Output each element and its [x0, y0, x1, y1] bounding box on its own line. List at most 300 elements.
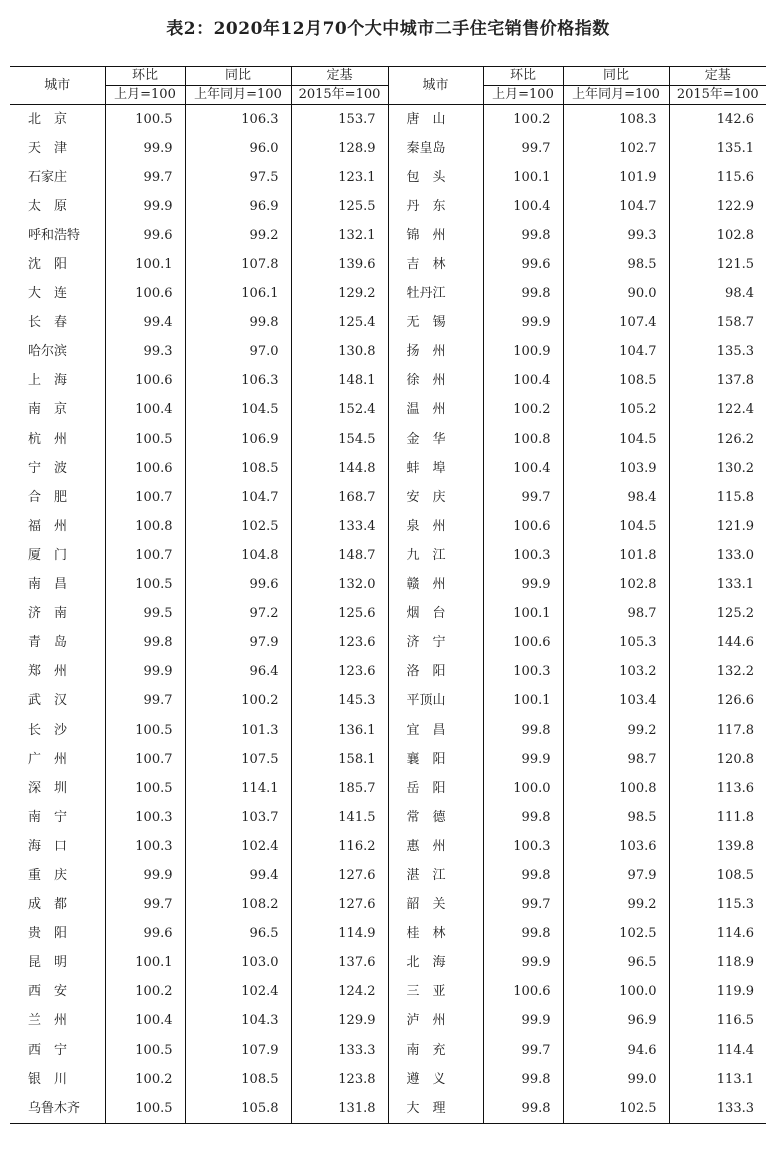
fixed-cell-right: 117.8 [669, 716, 766, 745]
city-cell-right: 南 充 [388, 1036, 483, 1065]
table-row [10, 774, 766, 803]
table-row [10, 1007, 766, 1036]
fixed-cell-right: 121.9 [669, 512, 766, 541]
fixed-cell-left: 132.0 [291, 571, 388, 600]
mom-cell-right: 100.9 [483, 338, 563, 367]
city-cell-right: 泉 州 [388, 512, 483, 541]
fixed-cell-left: 137.6 [291, 949, 388, 978]
mom-cell-left: 99.7 [105, 891, 185, 920]
mom-cell-left: 99.8 [105, 629, 185, 658]
yoy-cell-left: 107.9 [185, 1036, 291, 1065]
mom-cell-right: 99.8 [483, 861, 563, 890]
fixed-cell-right: 115.6 [669, 163, 766, 192]
fixed-cell-right: 139.8 [669, 832, 766, 861]
yoy-cell-right: 98.7 [563, 745, 669, 774]
fixed-cell-left: 139.6 [291, 250, 388, 279]
city-cell-left: 南 宁 [28, 809, 68, 825]
city-cell-left: 昆 明 [28, 955, 68, 971]
yoy-cell-left: 99.8 [185, 309, 291, 338]
table-row [10, 687, 766, 716]
city-cell-right: 唐 山 [388, 105, 483, 135]
table-row [10, 716, 766, 745]
yoy-cell-left: 104.7 [185, 483, 291, 512]
yoy-cell-left: 103.0 [185, 949, 291, 978]
fixed-cell-left: 116.2 [291, 832, 388, 861]
fixed-cell-left: 130.8 [291, 338, 388, 367]
table-body [10, 105, 766, 1124]
city-cell-right: 包 头 [388, 163, 483, 192]
yoy-cell-right: 99.3 [563, 221, 669, 250]
mom-cell-right: 99.7 [483, 483, 563, 512]
fixed-cell-right: 114.4 [669, 1036, 766, 1065]
fixed-cell-right: 111.8 [669, 803, 766, 832]
fixed-cell-left: 131.8 [291, 1094, 388, 1124]
table-row [10, 949, 766, 978]
yoy-cell-right: 107.4 [563, 309, 669, 338]
table-row [10, 163, 766, 192]
city-cell-left: 合 肥 [28, 489, 68, 505]
mom-cell-left: 100.7 [105, 745, 185, 774]
mom-cell-right: 100.2 [483, 105, 563, 135]
table-row [10, 1036, 766, 1065]
fixed-cell-left: 152.4 [291, 396, 388, 425]
fixed-cell-right: 113.6 [669, 774, 766, 803]
fixed-cell-right: 115.3 [669, 891, 766, 920]
mom-cell-right: 99.9 [483, 571, 563, 600]
fixed-cell-left: 144.8 [291, 454, 388, 483]
fixed-cell-left: 129.2 [291, 280, 388, 309]
city-cell-right: 大 理 [388, 1094, 483, 1124]
fixed-cell-right: 126.2 [669, 425, 766, 454]
city-cell-right: 宜 昌 [388, 716, 483, 745]
header-fixed-base-right: 2015年=100 [669, 86, 766, 105]
fixed-cell-left: 148.1 [291, 367, 388, 396]
city-cell-right: 蚌 埠 [388, 454, 483, 483]
city-cell-right: 牡丹江 [388, 280, 483, 309]
fixed-cell-left: 185.7 [291, 774, 388, 803]
mom-cell-left: 100.7 [105, 541, 185, 570]
yoy-cell-right: 103.9 [563, 454, 669, 483]
yoy-cell-left: 114.1 [185, 774, 291, 803]
city-cell-left: 北 京 [28, 111, 68, 127]
fixed-cell-left: 158.1 [291, 745, 388, 774]
table-row [10, 280, 766, 309]
fixed-cell-left: 132.1 [291, 221, 388, 250]
yoy-cell-left: 97.2 [185, 600, 291, 629]
city-cell-left: 上 海 [28, 373, 68, 389]
fixed-cell-right: 119.9 [669, 978, 766, 1007]
fixed-cell-right: 115.8 [669, 483, 766, 512]
city-cell-right: 桂 林 [388, 920, 483, 949]
city-cell-right: 遵 义 [388, 1065, 483, 1094]
fixed-cell-right: 132.2 [669, 658, 766, 687]
yoy-cell-left: 106.1 [185, 280, 291, 309]
mom-cell-right: 99.9 [483, 1007, 563, 1036]
yoy-cell-left: 96.4 [185, 658, 291, 687]
mom-cell-right: 100.0 [483, 774, 563, 803]
fixed-cell-right: 121.5 [669, 250, 766, 279]
yoy-cell-left: 96.9 [185, 192, 291, 221]
city-cell-right: 岳 阳 [388, 774, 483, 803]
mom-cell-left: 100.1 [105, 250, 185, 279]
fixed-cell-left: 124.2 [291, 978, 388, 1007]
table-row [10, 512, 766, 541]
city-cell-left: 青 岛 [28, 635, 68, 651]
yoy-cell-left: 105.8 [185, 1094, 291, 1124]
yoy-cell-left: 100.2 [185, 687, 291, 716]
yoy-cell-right: 102.7 [563, 134, 669, 163]
yoy-cell-right: 90.0 [563, 280, 669, 309]
mom-cell-right: 100.6 [483, 512, 563, 541]
fixed-cell-left: 123.8 [291, 1065, 388, 1094]
mom-cell-left: 100.5 [105, 425, 185, 454]
table-row [10, 891, 766, 920]
mom-cell-right: 99.9 [483, 745, 563, 774]
mom-cell-left: 100.5 [105, 571, 185, 600]
city-cell-left: 济 南 [28, 606, 68, 622]
mom-cell-left: 100.2 [105, 1065, 185, 1094]
table-row [10, 396, 766, 425]
fixed-cell-left: 154.5 [291, 425, 388, 454]
fixed-cell-left: 123.6 [291, 629, 388, 658]
fixed-cell-left: 141.5 [291, 803, 388, 832]
table-row [10, 600, 766, 629]
city-cell-left: 南 京 [28, 402, 68, 418]
mom-cell-right: 100.4 [483, 192, 563, 221]
mom-cell-left: 99.7 [105, 687, 185, 716]
fixed-cell-right: 137.8 [669, 367, 766, 396]
city-cell-right: 丹 东 [388, 192, 483, 221]
mom-cell-left: 99.9 [105, 861, 185, 890]
table-row [10, 803, 766, 832]
city-cell-right: 韶 关 [388, 891, 483, 920]
mom-cell-right: 100.3 [483, 658, 563, 687]
yoy-cell-left: 97.0 [185, 338, 291, 367]
mom-cell-right: 99.8 [483, 1065, 563, 1094]
fixed-cell-right: 125.2 [669, 600, 766, 629]
fixed-cell-right: 133.3 [669, 1094, 766, 1124]
mom-cell-right: 100.2 [483, 396, 563, 425]
table-row [10, 571, 766, 600]
city-cell-left: 海 口 [28, 838, 68, 854]
price-index-table [10, 66, 766, 1124]
yoy-cell-left: 106.3 [185, 105, 291, 135]
yoy-cell-left: 106.3 [185, 367, 291, 396]
yoy-cell-right: 99.2 [563, 891, 669, 920]
yoy-cell-left: 97.9 [185, 629, 291, 658]
fixed-cell-right: 130.2 [669, 454, 766, 483]
header-city-right: 城市 [388, 67, 483, 105]
yoy-cell-right: 98.5 [563, 250, 669, 279]
yoy-cell-right: 103.2 [563, 658, 669, 687]
header-yoy-left: 同比 [185, 67, 291, 86]
header-mom-left: 环比 [105, 67, 185, 86]
header-yoy-right: 同比 [563, 67, 669, 86]
yoy-cell-left: 108.5 [185, 1065, 291, 1094]
city-cell-left: 西 安 [28, 984, 68, 1000]
fixed-cell-left: 128.9 [291, 134, 388, 163]
yoy-cell-left: 99.4 [185, 861, 291, 890]
table-title: 表2：2020年12月70个大中城市二手住宅销售价格指数 [166, 19, 610, 39]
yoy-cell-left: 104.3 [185, 1007, 291, 1036]
mom-cell-right: 100.1 [483, 600, 563, 629]
header-fixed-left: 定基 [291, 67, 388, 86]
yoy-cell-left: 107.8 [185, 250, 291, 279]
mom-cell-right: 99.8 [483, 716, 563, 745]
city-cell-left: 太 原 [28, 198, 68, 214]
fixed-cell-left: 125.5 [291, 192, 388, 221]
yoy-cell-right: 97.9 [563, 861, 669, 890]
fixed-cell-left: 148.7 [291, 541, 388, 570]
mom-cell-left: 100.8 [105, 512, 185, 541]
mom-cell-right: 99.9 [483, 949, 563, 978]
fixed-cell-right: 122.4 [669, 396, 766, 425]
yoy-cell-right: 103.4 [563, 687, 669, 716]
city-cell-left: 广 州 [28, 751, 68, 767]
yoy-cell-left: 108.5 [185, 454, 291, 483]
table-row [10, 629, 766, 658]
city-cell-left: 深 圳 [28, 780, 68, 796]
fixed-cell-left: 153.7 [291, 105, 388, 135]
mom-cell-left: 99.7 [105, 163, 185, 192]
fixed-cell-left: 136.1 [291, 716, 388, 745]
mom-cell-left: 99.3 [105, 338, 185, 367]
mom-cell-left: 100.3 [105, 832, 185, 861]
mom-cell-left: 99.9 [105, 192, 185, 221]
yoy-cell-left: 103.7 [185, 803, 291, 832]
mom-cell-right: 99.9 [483, 309, 563, 338]
table-row [10, 338, 766, 367]
yoy-cell-left: 104.5 [185, 396, 291, 425]
yoy-cell-left: 102.4 [185, 978, 291, 1007]
city-cell-right: 湛 江 [388, 861, 483, 890]
city-cell-right: 三 亚 [388, 978, 483, 1007]
yoy-cell-right: 104.5 [563, 425, 669, 454]
mom-cell-right: 99.8 [483, 920, 563, 949]
city-cell-left: 贵 阳 [28, 926, 68, 942]
fixed-cell-left: 145.3 [291, 687, 388, 716]
city-cell-left: 呼和浩特 [28, 227, 81, 243]
yoy-cell-right: 100.0 [563, 978, 669, 1007]
yoy-cell-left: 96.0 [185, 134, 291, 163]
city-cell-left: 乌鲁木齐 [10, 1094, 105, 1124]
mom-cell-left: 100.5 [105, 716, 185, 745]
yoy-cell-left: 102.5 [185, 512, 291, 541]
fixed-cell-left: 133.4 [291, 512, 388, 541]
city-cell-right: 洛 阳 [388, 658, 483, 687]
yoy-cell-right: 96.9 [563, 1007, 669, 1036]
yoy-cell-right: 108.3 [563, 105, 669, 135]
mom-cell-left: 100.2 [105, 978, 185, 1007]
city-cell-right: 锦 州 [388, 221, 483, 250]
yoy-cell-right: 103.6 [563, 832, 669, 861]
yoy-cell-right: 99.2 [563, 716, 669, 745]
mom-cell-left: 100.4 [105, 1007, 185, 1036]
city-cell-right: 北 海 [388, 949, 483, 978]
yoy-cell-left: 96.5 [185, 920, 291, 949]
yoy-cell-left: 104.8 [185, 541, 291, 570]
mom-cell-left: 99.6 [105, 221, 185, 250]
fixed-cell-right: 120.8 [669, 745, 766, 774]
table-row [10, 367, 766, 396]
table-row [10, 541, 766, 570]
mom-cell-right: 99.7 [483, 1036, 563, 1065]
fixed-cell-right: 126.6 [669, 687, 766, 716]
city-cell-left: 天 津 [28, 140, 68, 156]
yoy-cell-left: 106.9 [185, 425, 291, 454]
city-cell-left: 沈 阳 [28, 257, 68, 273]
fixed-cell-left: 127.6 [291, 861, 388, 890]
header-fixed-base-left: 2015年=100 [291, 86, 388, 105]
fixed-cell-right: 113.1 [669, 1065, 766, 1094]
yoy-cell-right: 108.5 [563, 367, 669, 396]
yoy-cell-right: 102.5 [563, 1094, 669, 1124]
yoy-cell-right: 96.5 [563, 949, 669, 978]
yoy-cell-right: 102.5 [563, 920, 669, 949]
city-cell-right: 无 锡 [388, 309, 483, 338]
table-row [10, 309, 766, 338]
yoy-cell-right: 98.4 [563, 483, 669, 512]
mom-cell-left: 99.9 [105, 134, 185, 163]
mom-cell-right: 100.6 [483, 978, 563, 1007]
fixed-cell-right: 114.6 [669, 920, 766, 949]
city-cell-left: 石家庄 [28, 169, 68, 185]
header-yoy-base-left: 上年同月=100 [185, 86, 291, 105]
table-row [10, 454, 766, 483]
fixed-cell-left: 129.9 [291, 1007, 388, 1036]
yoy-cell-right: 101.9 [563, 163, 669, 192]
mom-cell-left: 100.6 [105, 454, 185, 483]
mom-cell-left: 100.3 [105, 803, 185, 832]
mom-cell-right: 99.8 [483, 803, 563, 832]
table-row [10, 250, 766, 279]
yoy-cell-right: 102.8 [563, 571, 669, 600]
yoy-cell-left: 97.5 [185, 163, 291, 192]
mom-cell-right: 99.8 [483, 280, 563, 309]
fixed-cell-right: 142.6 [669, 105, 766, 135]
yoy-cell-left: 101.3 [185, 716, 291, 745]
city-cell-left: 成 都 [28, 897, 68, 913]
header-yoy-base-right: 上年同月=100 [563, 86, 669, 105]
yoy-cell-left: 99.2 [185, 221, 291, 250]
fixed-cell-right: 98.4 [669, 280, 766, 309]
mom-cell-left: 100.1 [105, 949, 185, 978]
table-row [10, 978, 766, 1007]
city-cell-left: 南 昌 [28, 577, 68, 593]
city-cell-left: 厦 门 [28, 547, 68, 563]
mom-cell-left: 99.4 [105, 309, 185, 338]
mom-cell-left: 100.5 [105, 774, 185, 803]
yoy-cell-right: 104.7 [563, 192, 669, 221]
mom-cell-left: 99.6 [105, 920, 185, 949]
table-row [10, 134, 766, 163]
city-cell-right: 常 德 [388, 803, 483, 832]
mom-cell-left: 100.7 [105, 483, 185, 512]
city-cell-left: 银 川 [28, 1071, 68, 1087]
city-cell-left: 西 宁 [28, 1042, 68, 1058]
mom-cell-left: 100.5 [105, 1036, 185, 1065]
fixed-cell-left: 123.1 [291, 163, 388, 192]
fixed-cell-right: 158.7 [669, 309, 766, 338]
fixed-cell-left: 123.6 [291, 658, 388, 687]
yoy-cell-right: 94.6 [563, 1036, 669, 1065]
mom-cell-left: 100.4 [105, 396, 185, 425]
fixed-cell-right: 118.9 [669, 949, 766, 978]
fixed-cell-left: 127.6 [291, 891, 388, 920]
header-fixed-right: 定基 [669, 67, 766, 86]
mom-cell-left: 100.5 [105, 105, 185, 135]
fixed-cell-left: 125.4 [291, 309, 388, 338]
yoy-cell-right: 100.8 [563, 774, 669, 803]
city-cell-right: 徐 州 [388, 367, 483, 396]
fixed-cell-right: 122.9 [669, 192, 766, 221]
fixed-cell-left: 125.6 [291, 600, 388, 629]
fixed-cell-left: 168.7 [291, 483, 388, 512]
mom-cell-left: 100.6 [105, 280, 185, 309]
mom-cell-right: 100.4 [483, 367, 563, 396]
city-cell-left: 武 汉 [28, 693, 68, 709]
city-cell-right: 扬 州 [388, 338, 483, 367]
fixed-cell-right: 108.5 [669, 861, 766, 890]
fixed-cell-right: 135.3 [669, 338, 766, 367]
yoy-cell-right: 105.3 [563, 629, 669, 658]
city-cell-left: 郑 州 [28, 664, 68, 680]
city-cell-left: 长 沙 [28, 722, 68, 738]
fixed-cell-right: 144.6 [669, 629, 766, 658]
city-cell-right: 温 州 [388, 396, 483, 425]
yoy-cell-right: 101.8 [563, 541, 669, 570]
table-row [10, 192, 766, 221]
yoy-cell-left: 102.4 [185, 832, 291, 861]
city-cell-right: 泸 州 [388, 1007, 483, 1036]
mom-cell-right: 100.3 [483, 832, 563, 861]
yoy-cell-right: 105.2 [563, 396, 669, 425]
city-cell-right: 九 江 [388, 541, 483, 570]
fixed-cell-right: 116.5 [669, 1007, 766, 1036]
city-cell-right: 赣 州 [388, 571, 483, 600]
city-cell-right: 济 宁 [388, 629, 483, 658]
table-row [10, 745, 766, 774]
city-cell-left: 大 连 [28, 286, 68, 302]
header-mom-right: 环比 [483, 67, 563, 86]
yoy-cell-left: 107.5 [185, 745, 291, 774]
city-cell-left: 重 庆 [28, 867, 68, 883]
mom-cell-left: 99.9 [105, 658, 185, 687]
yoy-cell-right: 99.0 [563, 1065, 669, 1094]
city-cell-right: 秦皇岛 [388, 134, 483, 163]
table-row [10, 920, 766, 949]
yoy-cell-left: 99.6 [185, 571, 291, 600]
city-cell-left: 杭 州 [28, 431, 68, 447]
mom-cell-right: 99.6 [483, 250, 563, 279]
header-city-left: 城市 [10, 67, 105, 105]
mom-cell-left: 100.6 [105, 367, 185, 396]
yoy-cell-right: 104.5 [563, 512, 669, 541]
mom-cell-right: 99.8 [483, 221, 563, 250]
mom-cell-left: 100.5 [105, 1094, 185, 1124]
fixed-cell-right: 135.1 [669, 134, 766, 163]
fixed-cell-right: 102.8 [669, 221, 766, 250]
yoy-cell-right: 104.7 [563, 338, 669, 367]
yoy-cell-right: 98.7 [563, 600, 669, 629]
city-cell-right: 安 庆 [388, 483, 483, 512]
fixed-cell-left: 133.3 [291, 1036, 388, 1065]
fixed-cell-left: 114.9 [291, 920, 388, 949]
table-row [10, 221, 766, 250]
city-cell-left: 哈尔滨 [28, 344, 68, 360]
table-row [10, 1065, 766, 1094]
city-cell-right: 吉 林 [388, 250, 483, 279]
